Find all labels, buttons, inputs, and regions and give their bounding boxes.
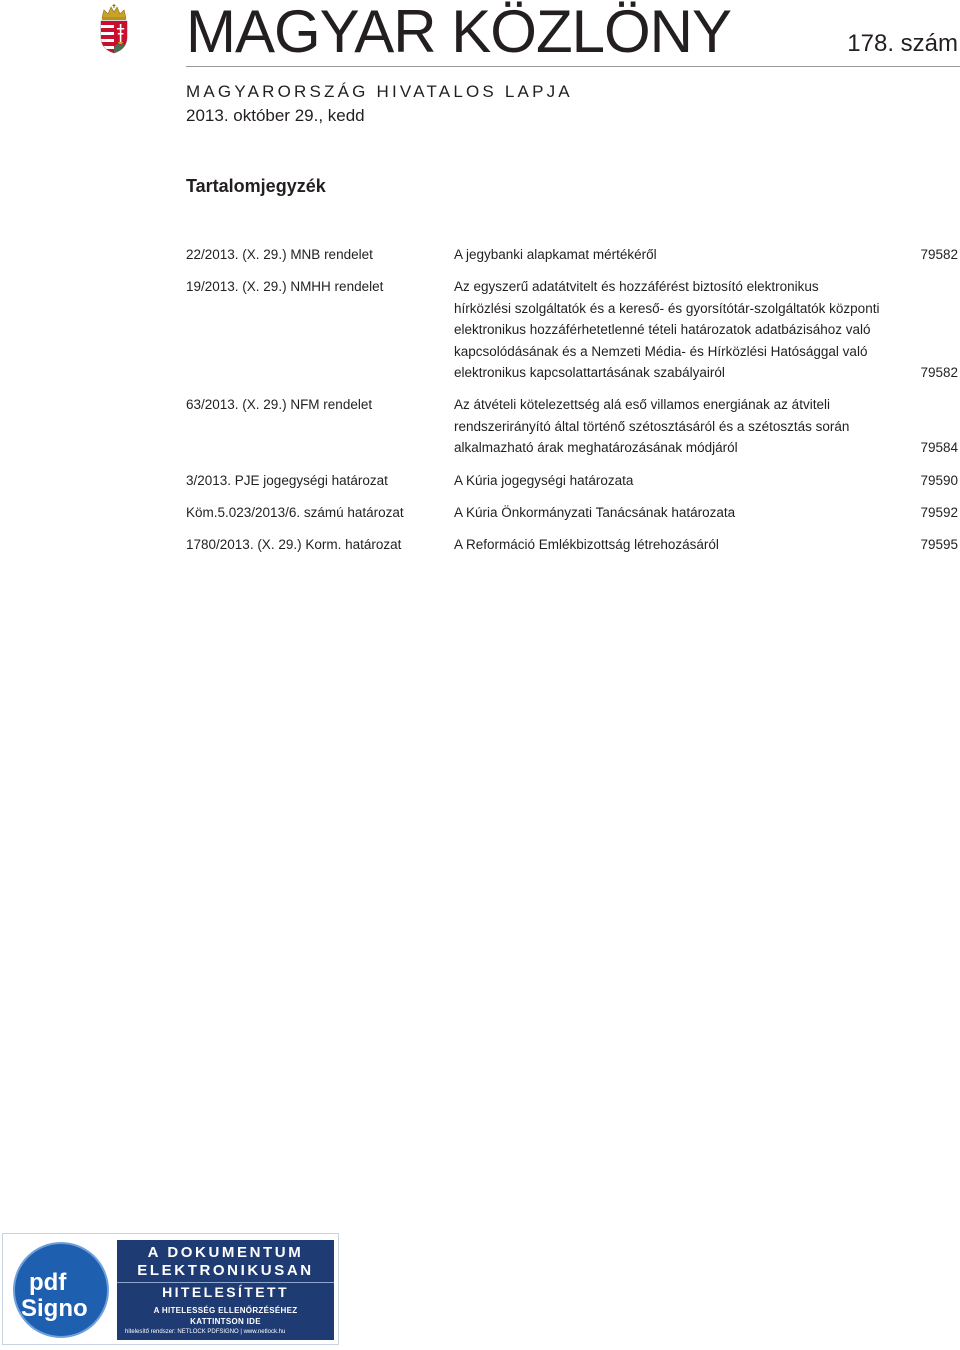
toc-entry[interactable]: [186, 470, 958, 491]
toc-entry-title: A Kúria jogegységi határozata: [454, 472, 634, 488]
badge-panel: [117, 1240, 334, 1340]
toc-entry[interactable]: [186, 534, 958, 555]
badge-click-link[interactable]: KATTINTSON IDE: [190, 1317, 261, 1326]
toc-entry-page: 79582: [920, 365, 958, 381]
toc-entry-reference: 22/2013. (X. 29.) MNB rendelet: [186, 247, 373, 262]
toc-entry-page: 79595: [920, 537, 958, 553]
svg-text:pdf: pdf: [29, 1269, 67, 1296]
toc-heading: Tartalomjegyzék: [186, 176, 326, 196]
publication-date: 2013. október 29., kedd: [186, 106, 365, 125]
toc-entry[interactable]: [186, 394, 958, 458]
publication-subtitle: MAGYARORSZÁG HIVATALOS LAPJA: [186, 82, 573, 101]
toc-entry-title: Az egyszerű adatátvitelt és hozzáférést biztosító elektronikus hírközlési szolgáltatók és a kereső- és gyorsítótár-szolgáltatók központi elektronikus hozzáférhetetlenné tételi határozatok adatbázisához való kapcsolódásának és a Nemzeti Média- és Hírközlési Hatósággal való elektronikus kapcsolattartásának szabályairól: [454, 279, 880, 381]
toc-entry-reference: 1780/2013. (X. 29.) Korm. határozat: [186, 537, 402, 553]
toc-entry-reference: 19/2013. (X. 29.) NMHH rendelet: [186, 279, 384, 295]
table-of-contents: [186, 244, 958, 556]
toc-entry-title: A jegybanki alapkamat mértékéről: [454, 247, 657, 262]
authentication-badge[interactable]: [2, 1233, 339, 1345]
toc-entry-reference: Köm.5.023/2013/6. számú határozat: [186, 505, 404, 521]
publication-title: MAGYAR KÖZLÖNY: [186, 0, 731, 65]
issue-number: 178. szám: [847, 30, 958, 57]
pdfsigno-logo-icon: [9, 1240, 113, 1340]
toc-entry-page: 79592: [920, 505, 958, 521]
toc-entry-page: 79584: [920, 440, 958, 456]
svg-text:Signo: Signo: [21, 1295, 88, 1322]
toc-entry-page: 79590: [920, 472, 958, 488]
toc-entry-title: A Reformáció Emlékbizottság létrehozásáról: [454, 537, 719, 553]
toc-entry-page: 79582: [920, 247, 958, 262]
badge-line: HITELESÍTETT: [117, 1282, 334, 1300]
toc-entry-reference: 63/2013. (X. 29.) NFM rendelet: [186, 397, 373, 413]
badge-verify-text: A HITELESSÉG ELLENŐRZÉSÉHEZ: [153, 1306, 298, 1315]
toc-entry[interactable]: [186, 244, 958, 265]
header-divider: [186, 66, 960, 67]
toc-entry-title: Az átvételi kötelezettség alá eső villamos energiának az átviteli rendszerirányító által történő szétosztásáról és a szétosztás során alkalmazható árak meghatározásának módjáról: [454, 397, 850, 456]
coat-of-arms-icon: [96, 4, 132, 54]
badge-footer: hitelesítő rendszer: NETLOCK PDFSIGNO | www.netlock.hu: [125, 1329, 286, 1335]
toc-entry[interactable]: [186, 502, 958, 523]
toc-entry[interactable]: [186, 276, 958, 383]
toc-entry-reference: 3/2013. PJE jogegységi határozat: [186, 472, 388, 488]
toc-entry-title: A Kúria Önkormányzati Tanácsának határozata: [454, 505, 736, 521]
badge-line: A DOKUMENTUM: [147, 1244, 304, 1261]
badge-line: ELEKTRONIKUSAN: [137, 1262, 314, 1279]
